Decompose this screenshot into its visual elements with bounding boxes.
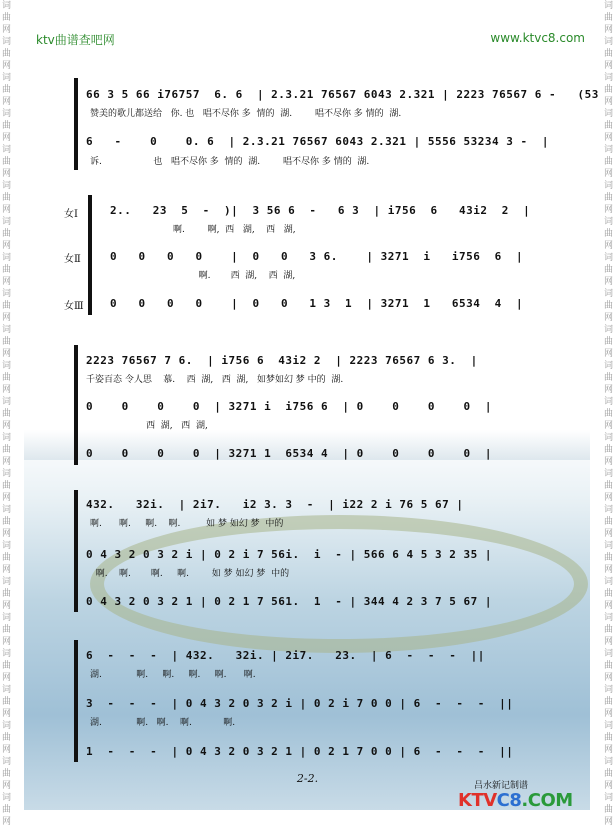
logo-part-ktv: KTV	[458, 790, 497, 811]
ktvc8-logo[interactable]	[458, 790, 573, 811]
watermark-char: 曲	[603, 157, 613, 167]
watermark-char: 词	[2, 37, 12, 47]
voice-label-2: 女Ⅱ	[64, 254, 81, 265]
system4-line2-lyric: 啊. 啊. 啊. 啊. 如 梦 如幻 梦 中的	[90, 569, 290, 579]
watermark-char: 网	[2, 25, 12, 35]
watermark-char: 词	[2, 289, 12, 299]
watermark-char: 曲	[603, 265, 613, 275]
watermark-char: 曲	[2, 445, 12, 455]
watermark-char: 网	[603, 673, 613, 683]
watermark-char: 曲	[2, 625, 12, 635]
watermark-char: 曲	[603, 589, 613, 599]
watermark-char: 网	[2, 457, 12, 467]
watermark-char: 词	[603, 361, 613, 371]
watermark-char: 网	[603, 133, 613, 143]
system4-line1-notes: 432. 32i. | 2i7. i2 3. 3 - | i22 2 i 76 5 67 |	[86, 498, 464, 511]
watermark-char: 词	[2, 397, 12, 407]
watermark-char: 曲	[2, 229, 12, 239]
watermark-char: 词	[603, 109, 613, 119]
watermark-char: 词	[603, 721, 613, 731]
watermark-char: 曲	[2, 769, 12, 779]
watermark-char: 曲	[603, 625, 613, 635]
watermark-char: 网	[2, 241, 12, 251]
system3-line3-notes: 0 0 0 0 | 3271 1 6534 4 | 0 0 0 0 |	[86, 447, 492, 460]
watermark-char: 词	[603, 793, 613, 803]
watermark-char: 曲	[603, 229, 613, 239]
system2-bracket	[88, 195, 92, 315]
watermark-char: 网	[2, 529, 12, 539]
watermark-char: 曲	[603, 661, 613, 671]
system5-line2-notes: 3 - - - | 0 4 3 2 0 3 2 i | 0 2 i 7 0 0 | 6 - - - ||	[86, 697, 514, 710]
voice-label-3: 女Ⅲ	[64, 301, 84, 312]
watermark-char: 网	[2, 709, 12, 719]
watermark-char: 词	[2, 181, 12, 191]
watermark-char: 曲	[603, 121, 613, 131]
watermark-char: 词	[2, 433, 12, 443]
watermark-char: 词	[603, 145, 613, 155]
watermark-char: 曲	[603, 445, 613, 455]
system5-line1-lyric: 湖. 啊. 啊. 啊. 啊. 啊.	[90, 670, 256, 680]
watermark-char: 曲	[2, 85, 12, 95]
watermark-char: 词	[2, 109, 12, 119]
watermark-char: 词	[2, 1, 12, 11]
watermark-char: 曲	[603, 553, 613, 563]
logo-part-com: .COM	[521, 790, 573, 811]
watermark-char: 曲	[2, 265, 12, 275]
watermark-char: 词	[603, 289, 613, 299]
lake-island-image	[90, 515, 588, 653]
system2-line3-notes: 0 0 0 0 | 0 0 1 3 1 | 3271 1 6534 4 |	[110, 297, 524, 310]
watermark-char: 词	[2, 73, 12, 83]
watermark-char: 词	[603, 37, 613, 47]
watermark-char: 词	[603, 1, 613, 11]
watermark-char: 网	[603, 25, 613, 35]
system2-line1-lyric: 啊. 啊, 西 湖, 西 湖,	[110, 225, 296, 235]
watermark-char: 曲	[2, 13, 12, 23]
watermark-char: 网	[2, 97, 12, 107]
watermark-char: 词	[2, 613, 12, 623]
watermark-char: 网	[603, 709, 613, 719]
watermark-char: 网	[2, 133, 12, 143]
system1-line2-lyric: 诉. 也 唱不尽你 多 情的 湖. 唱不尽你 多 情的 湖.	[90, 157, 370, 167]
watermark-char: 词	[603, 73, 613, 83]
watermark-char: 曲	[603, 301, 613, 311]
watermark-char: 词	[603, 397, 613, 407]
watermark-char: 词	[603, 649, 613, 659]
watermark-char: 曲	[603, 481, 613, 491]
watermark-char: 网	[603, 169, 613, 179]
watermark-char: 网	[2, 169, 12, 179]
watermark-char: 曲	[2, 409, 12, 419]
watermark-char: 曲	[2, 661, 12, 671]
watermark-char: 曲	[2, 697, 12, 707]
system3-line2-lyric: 西 湖, 西 湖,	[86, 421, 208, 431]
watermark-char: 网	[2, 817, 12, 827]
watermark-char: 网	[603, 349, 613, 359]
voice-label-1: 女Ⅰ	[64, 209, 78, 220]
watermark-char: 曲	[603, 769, 613, 779]
watermark-char: 词	[2, 721, 12, 731]
site-url-right[interactable]: www.ktvc8.com	[490, 31, 585, 45]
system2-line2-lyric: 啊. 西 湖, 西 湖,	[110, 271, 296, 281]
watermark-char: 曲	[2, 805, 12, 815]
watermark-char: 词	[2, 757, 12, 767]
watermark-char: 曲	[603, 49, 613, 59]
logo-part-c8: C8	[496, 790, 522, 811]
watermark-char: 曲	[2, 337, 12, 347]
watermark-char: 词	[2, 793, 12, 803]
system5-bracket	[74, 640, 78, 762]
watermark-char: 网	[603, 97, 613, 107]
watermark-char: 曲	[2, 373, 12, 383]
watermark-char: 词	[2, 505, 12, 515]
system2-line1-notes: 2.. 23 5 - )| 3 56 6 - 6 3 | i756 6 43i2 2 |	[110, 204, 531, 217]
watermark-char: 曲	[2, 301, 12, 311]
system1-line1-lyric: 赞美的歌儿都送给 你. 也 唱不尽你 多 情的 湖. 唱不尽你 多 情的 湖.	[90, 109, 402, 119]
watermark-char: 词	[2, 577, 12, 587]
watermark-char: 词	[603, 325, 613, 335]
watermark-char: 网	[603, 61, 613, 71]
watermark-char: 网	[2, 205, 12, 215]
watermark-char: 曲	[2, 553, 12, 563]
watermark-char: 词	[2, 217, 12, 227]
system1-line2-notes: 6 - 0 0. 6 | 2.3.21 76567 6043 2.321 | 5556 53234 3 - |	[86, 135, 549, 148]
watermark-char: 词	[603, 757, 613, 767]
watermark-char: 网	[603, 205, 613, 215]
watermark-char: 网	[603, 277, 613, 287]
system2-line2-notes: 0 0 0 0 | 0 0 3 6. | 3271 i i756 6 |	[110, 250, 524, 263]
watermark-char: 网	[2, 421, 12, 431]
watermark-char: 网	[2, 637, 12, 647]
page-number: 2-2.	[296, 772, 319, 785]
watermark-char: 词	[603, 181, 613, 191]
watermark-char: 曲	[603, 409, 613, 419]
watermark-char: 词	[2, 145, 12, 155]
watermark-char: 词	[603, 613, 613, 623]
watermark-char: 词	[2, 685, 12, 695]
watermark-char: 词	[2, 253, 12, 263]
watermark-char: 词	[603, 469, 613, 479]
watermark-char: 曲	[603, 337, 613, 347]
system1-line1-notes: 66 3 5 66 i76757 6. 6 | 2.3.21 76567 6043 2.321 | 2223 76567 6 - (53	[86, 88, 599, 101]
watermark-char: 网	[603, 745, 613, 755]
system4-line2-notes: 0 4 3 2 0 3 2 i | 0 2 i 7 56i. i - | 566 6 4 5 3 2 35 |	[86, 548, 492, 561]
watermark-char: 网	[2, 493, 12, 503]
system5-line1-notes: 6 - - - | 432. 32i. | 2i7. 23. | 6 - - - ||	[86, 649, 485, 662]
watermark-char: 词	[603, 577, 613, 587]
watermark-char: 网	[2, 61, 12, 71]
watermark-char: 网	[603, 637, 613, 647]
watermark-char: 网	[603, 565, 613, 575]
watermark-char: 网	[603, 421, 613, 431]
watermark-char: 曲	[603, 697, 613, 707]
watermark-char: 词	[2, 649, 12, 659]
transcriber-credit: 吕水新记制谱	[474, 781, 529, 791]
watermark-char: 曲	[603, 13, 613, 23]
watermark-char: 词	[603, 541, 613, 551]
watermark-char: 曲	[2, 121, 12, 131]
watermark-char: 网	[603, 817, 613, 827]
watermark-char: 词	[2, 361, 12, 371]
system4-line3-notes: 0 4 3 2 0 3 2 1 | 0 2 1 7 561. 1 - | 344 4 2 3 7 5 67 |	[86, 595, 492, 608]
watermark-char: 词	[603, 253, 613, 263]
watermark-char: 词	[2, 469, 12, 479]
watermark-char: 网	[603, 313, 613, 323]
watermark-char: 网	[2, 313, 12, 323]
system4-bracket	[74, 490, 78, 612]
watermark-char: 曲	[603, 85, 613, 95]
watermark-char: 网	[2, 601, 12, 611]
watermark-char: 曲	[2, 193, 12, 203]
system3-line1-lyric: 千姿百态 令人思 慕. 西 湖, 西 湖, 如梦如幻 梦 中的 湖.	[86, 375, 344, 385]
system3-line2-notes: 0 0 0 0 | 3271 i i756 6 | 0 0 0 0 |	[86, 400, 492, 413]
watermark-char: 词	[603, 685, 613, 695]
watermark-char: 曲	[603, 373, 613, 383]
watermark-char: 曲	[2, 733, 12, 743]
site-title-left[interactable]: ktv曲谱查吧网	[36, 33, 115, 47]
watermark-char: 曲	[2, 517, 12, 527]
system5-line2-lyric: 湖. 啊. 啊. 啊. 啊.	[90, 718, 236, 728]
watermark-char: 网	[2, 673, 12, 683]
watermark-char: 网	[2, 349, 12, 359]
watermark-char: 网	[2, 781, 12, 791]
system3-line1-notes: 2223 76567 7 6. | i756 6 43i2 2 | 2223 76567 6 3. |	[86, 354, 478, 367]
watermark-char: 词	[2, 541, 12, 551]
watermark-char: 网	[603, 529, 613, 539]
watermark-char: 网	[603, 241, 613, 251]
watermark-char: 网	[603, 385, 613, 395]
system5-line3-notes: 1 - - - | 0 4 3 2 0 3 2 1 | 0 2 1 7 0 0 | 6 - - - ||	[86, 745, 514, 758]
watermark-char: 曲	[2, 481, 12, 491]
system3-bracket	[74, 345, 78, 465]
system1-bracket	[74, 78, 78, 170]
watermark-char: 网	[2, 565, 12, 575]
watermark-char: 网	[603, 457, 613, 467]
watermark-char: 词	[2, 325, 12, 335]
watermark-char: 曲	[603, 517, 613, 527]
watermark-char: 曲	[603, 805, 613, 815]
watermark-char: 网	[2, 385, 12, 395]
watermark-char: 词	[603, 505, 613, 515]
watermark-char: 词	[603, 217, 613, 227]
watermark-char: 网	[603, 601, 613, 611]
watermark-char: 曲	[603, 193, 613, 203]
watermark-char: 曲	[2, 157, 12, 167]
left-watermark-column	[2, 0, 16, 835]
watermark-char: 网	[603, 493, 613, 503]
watermark-char: 网	[603, 781, 613, 791]
watermark-char: 词	[603, 433, 613, 443]
watermark-char: 曲	[2, 589, 12, 599]
watermark-char: 网	[2, 745, 12, 755]
system4-line1-lyric: 啊. 啊. 啊. 啊. 如 梦 如幻 梦 中的	[90, 519, 284, 529]
watermark-char: 曲	[2, 49, 12, 59]
watermark-char: 曲	[603, 733, 613, 743]
watermark-char: 网	[2, 277, 12, 287]
